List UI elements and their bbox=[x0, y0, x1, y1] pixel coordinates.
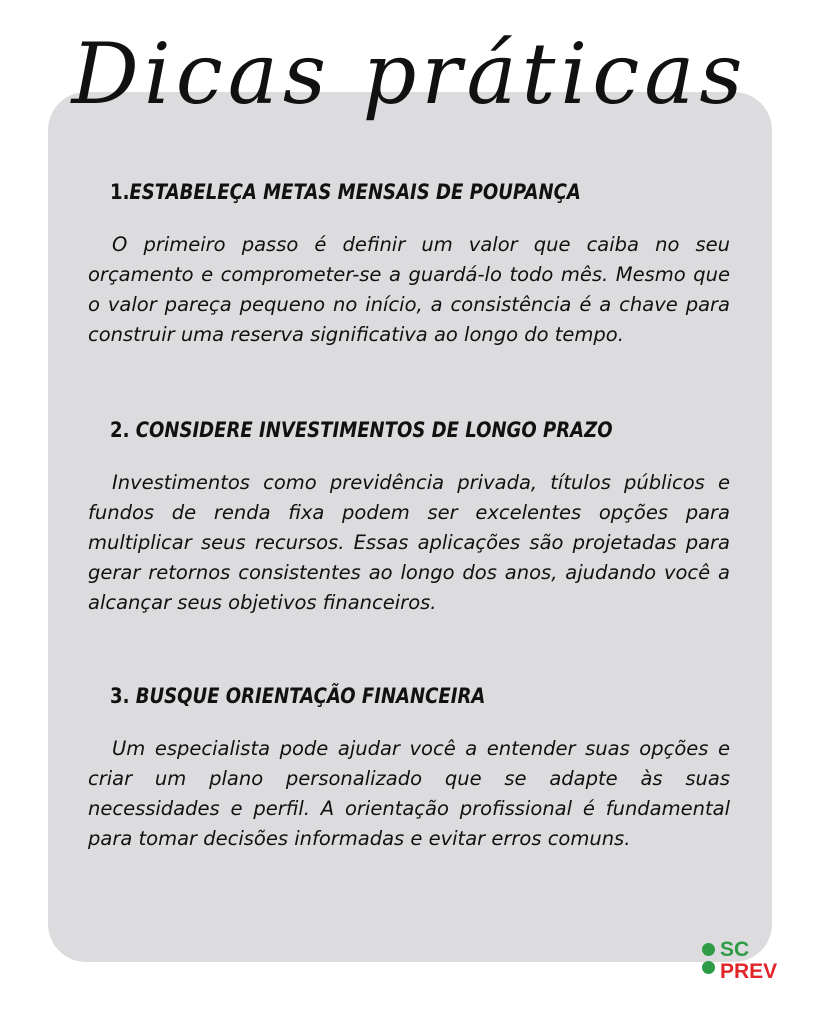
tip-heading-text-3: BUSQUE ORIENTAÇÃO FINANCEIRA bbox=[135, 684, 486, 708]
tip-heading-1 bbox=[110, 178, 643, 206]
tip-heading-text-1: ESTABELEÇA METAS MENSAIS DE POUPANÇA bbox=[129, 180, 581, 204]
tip-section-3 bbox=[88, 682, 730, 854]
tip-section-2 bbox=[88, 416, 730, 618]
tip-number-1: 1. bbox=[110, 180, 130, 204]
logo-text-prev: PREV bbox=[720, 960, 778, 983]
tip-heading-3 bbox=[110, 682, 643, 710]
tip-body-3: Um especialista pode ajudar você a entender suas opções e criar um plano personalizado que se adapte às suas necessidades e perfil. A orientação profissional é fundamental para tomar decisões informadas e evitar erros comuns. bbox=[88, 737, 730, 850]
tip-number-2: 2. bbox=[110, 418, 136, 442]
tip-heading-text-2: CONSIDERE INVESTIMENTOS DE LONGO PRAZO bbox=[135, 418, 613, 442]
tip-section-1 bbox=[88, 178, 730, 350]
scprev-logo bbox=[700, 940, 792, 984]
logo-red-dot bbox=[702, 961, 715, 974]
logo-green-dot bbox=[702, 943, 715, 956]
logo-text-sc: SC bbox=[720, 938, 750, 961]
tip-number-3: 3. bbox=[110, 684, 136, 708]
page-title: Dicas práticas bbox=[71, 25, 748, 123]
tip-body-1: O primeiro passo é definir um valor que caiba no seu orçamento e comprometer-se a guardá-lo todo mês. Mesmo que o valor pareça pequeno no início, a consistência é a chave para construir uma reserva significativa ao longo do tempo. bbox=[88, 233, 730, 346]
tip-body-2: Investimentos como previdência privada, títulos públicos e fundos de renda fixa podem ser excelentes opções para multiplicar seus recursos. Essas aplicações são projetadas para gerar retornos consistentes ao longo dos anos, ajudando você a alcançar seus objetivos financeiros. bbox=[88, 471, 730, 614]
tip-heading-2 bbox=[110, 416, 643, 444]
